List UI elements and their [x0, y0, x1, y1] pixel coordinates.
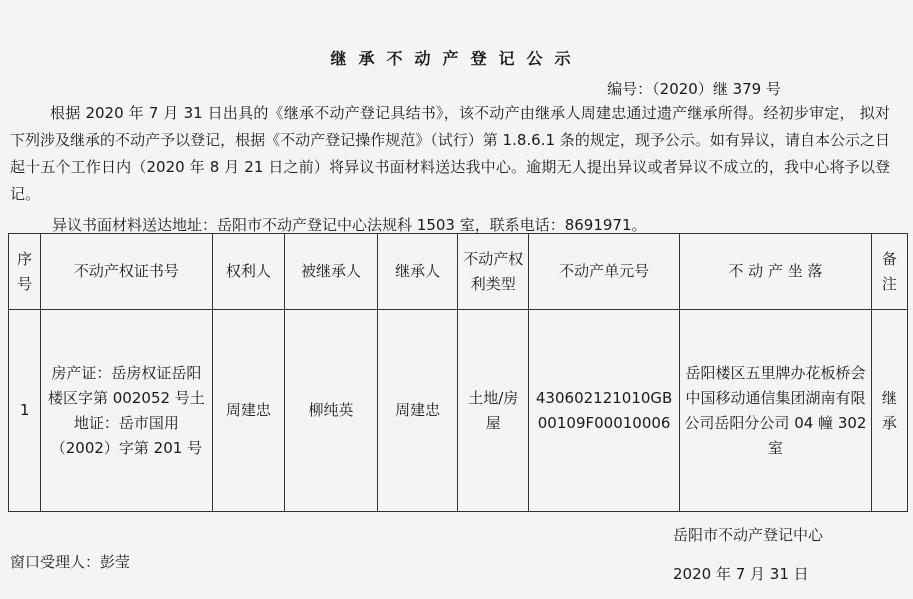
- cell-holder: 周建忠: [212, 310, 285, 512]
- header-right-type: 不动产权利类型: [458, 234, 529, 310]
- property-table: [8, 233, 908, 512]
- header-remark: 备注: [871, 234, 907, 310]
- table-header-row: [9, 234, 908, 310]
- cell-no: 1: [9, 310, 41, 512]
- cell-heir: 周建忠: [377, 310, 458, 512]
- cell-decedent: 柳纯英: [285, 310, 378, 512]
- notice-body: 根据 2020 年 7 月 31 日出具的《继承不动产登记具结书》，该不动产由继承人周建忠通过遗产继承所得。经初步审定， 拟对下列涉及继承的不动产予以登记，根据《不动产登记操作规范》（试行）第 1.8.6.1 条的规定，现予公示。如有异议，请自本公示之日起十五个工作日内（2020 年 8 月 21 日之前）将异议书面材料送达我中心。逾期无人提出异议或者异议不成立的，我中心将予以登记。: [10, 104, 890, 203]
- notice-title: 继承不动产登记公示: [330, 49, 583, 68]
- cell-unit-no: 430602121010GB00109F00010006: [529, 310, 680, 512]
- header-no: 序号: [9, 234, 41, 310]
- issuing-office: 岳阳市不动产登记中心: [673, 526, 824, 544]
- header-location: 不 动 产 坐 落: [680, 234, 871, 310]
- header-holder: 权利人: [212, 234, 285, 310]
- header-decedent: 被继承人: [285, 234, 378, 310]
- window-receiver: 窗口受理人：彭莹: [10, 553, 131, 571]
- cell-remark: 继承: [871, 310, 907, 512]
- issue-date: 2020 年 7 月 31 日: [673, 565, 809, 583]
- header-heir: 继承人: [377, 234, 458, 310]
- cell-right-type: 土地/房屋: [458, 310, 529, 512]
- document-number: 编号：（2020）继 379 号: [607, 80, 781, 98]
- objection-address: 异议书面材料送达地址：岳阳市不动产登记中心法规科 1503 室，联系电话：8691971。: [52, 216, 647, 234]
- header-cert: 不动产权证书号: [41, 234, 212, 310]
- header-unit-no: 不动产单元号: [529, 234, 680, 310]
- cell-cert: 房产证：岳房权证岳阳楼区字第 002052 号土地证：岳市国用（2002）字第 201 号: [41, 310, 212, 512]
- cell-location: 岳阳楼区五里牌办花板桥会中国移动通信集团湖南有限公司岳阳分公司 04 幢 302 室: [680, 310, 871, 512]
- table-row: [9, 310, 908, 512]
